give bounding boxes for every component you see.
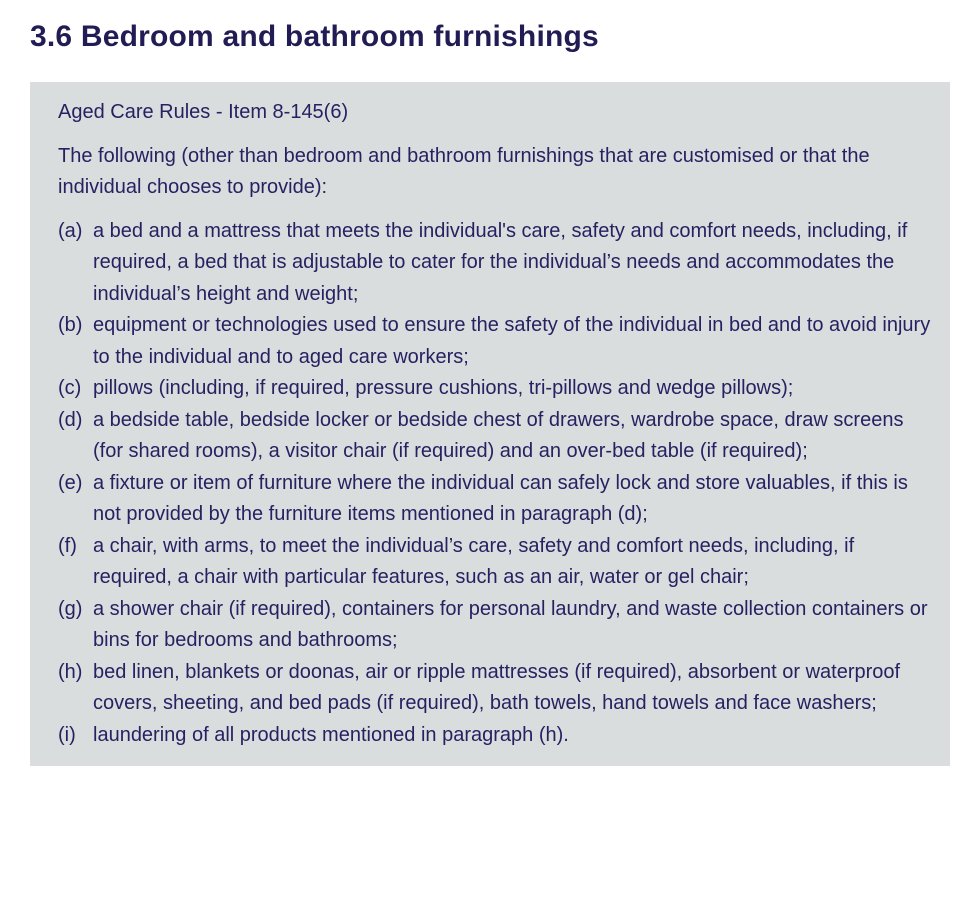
rules-intro: The following (other than bedroom and bathroom furnishings that are customised or that the individual chooses to provide): bbox=[58, 144, 870, 198]
list-item-label: (h) bbox=[58, 660, 83, 683]
list-item bbox=[58, 468, 936, 531]
list-item-text: laundering of all products mentioned in paragraph (h). bbox=[93, 723, 569, 746]
list-item-text: a chair, with arms, to meet the individual’s care, safety and comfort needs, including, if required, a chair with particular features, such as an air, water or gel chair; bbox=[93, 534, 855, 588]
list-item-text: pillows (including, if required, pressure cushions, tri-pillows and wedge pillows); bbox=[93, 377, 794, 399]
list-item-text: a bedside table, bedside locker or bedside chest of drawers, wardrobe space, draw screens (for shared rooms), a visitor chair (if required) and an over-bed table (if required); bbox=[93, 408, 904, 462]
rules-box bbox=[30, 82, 950, 766]
list-item-label: (d) bbox=[58, 408, 83, 431]
list-item bbox=[58, 405, 936, 468]
page-title: 3.6 Bedroom and bathroom furnishings bbox=[30, 20, 599, 53]
list-item bbox=[58, 531, 936, 594]
list-item-text: a shower chair (if required), containers for personal laundry, and waste collection containers or bins for bedrooms and bathrooms; bbox=[93, 597, 928, 651]
list-item-text: a bed and a mattress that meets the individual's care, safety and comfort needs, including, if required, a bed that is adjustable to cater for the individual’s needs and accommodates the individual’s height and weight; bbox=[93, 219, 908, 305]
list-item-text: a fixture or item of furniture where the individual can safely lock and store valuables, if this is not provided by the furniture items mentioned in paragraph (d); bbox=[93, 471, 908, 525]
list-item bbox=[58, 310, 936, 373]
list-item-label: (g) bbox=[58, 597, 83, 620]
list-item-text: equipment or technologies used to ensure the safety of the individual in bed and to avoid injury to the individual and to aged care workers; bbox=[93, 314, 931, 368]
list-item bbox=[58, 216, 936, 311]
list-item bbox=[58, 720, 936, 752]
list-item-text: bed linen, blankets or doonas, air or ripple mattresses (if required), absorbent or waterproof covers, sheeting, and bed pads (if required), bath towels, hand towels and face washers; bbox=[93, 660, 901, 714]
rules-box-title: Aged Care Rules - Item 8-145(6) bbox=[58, 101, 349, 123]
list-item-label: (f) bbox=[58, 534, 77, 557]
list-item bbox=[58, 373, 936, 405]
list-item-label: (e) bbox=[58, 471, 83, 494]
list-item-label: (b) bbox=[58, 314, 83, 336]
list-item bbox=[58, 594, 936, 657]
list-item-label: (i) bbox=[58, 723, 76, 746]
list-item-label: (a) bbox=[58, 219, 83, 242]
list-item-label: (c) bbox=[58, 377, 82, 399]
furnishings-list bbox=[58, 216, 936, 752]
list-item bbox=[58, 657, 936, 720]
